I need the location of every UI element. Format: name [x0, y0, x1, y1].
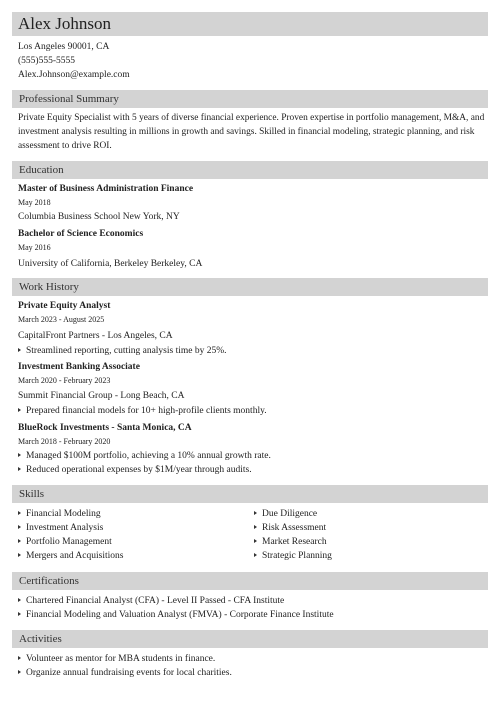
- degree-date: May 2018: [18, 198, 51, 207]
- section-header-certifications: [12, 572, 488, 590]
- job-dates: March 2018 - February 2020: [18, 437, 111, 446]
- job-bullet: Prepared financial models for 10+ high-profile clients monthly.: [18, 404, 267, 418]
- bullet-icon: [254, 525, 257, 529]
- bullet-icon: [18, 612, 21, 616]
- certification-item: Financial Modeling and Valuation Analyst (FMVA) - Corporate Finance Institute: [18, 608, 334, 622]
- job-title: Investment Banking Associate: [18, 362, 140, 372]
- job-bullet: Reduced operational expenses by $1M/year through audits.: [18, 463, 252, 477]
- skill-item: Mergers and Acquisitions: [18, 549, 123, 563]
- job-title: Private Equity Analyst: [18, 301, 111, 311]
- bullet-icon: [18, 511, 21, 515]
- skill-item: Risk Assessment: [254, 521, 326, 535]
- bullet-icon: [18, 553, 21, 557]
- skill-item: Financial Modeling: [18, 507, 101, 521]
- section-title: Professional Summary: [19, 93, 119, 105]
- skill-item: Due Diligence: [254, 507, 317, 521]
- section-header-activities: [12, 630, 488, 648]
- section-header-summary: [12, 90, 488, 108]
- degree-title: Bachelor of Science Economics: [18, 229, 144, 239]
- degree-title: Master of Business Administration Finance: [18, 184, 194, 194]
- phone: (555)555-5555: [18, 56, 75, 66]
- job-bullet: Streamlined reporting, cutting analysis time by 25%.: [18, 344, 227, 358]
- job-company: CapitalFront Partners - Los Angeles, CA: [18, 331, 173, 341]
- section-title: Education: [19, 164, 64, 176]
- skill-item: Portfolio Management: [18, 535, 112, 549]
- job-bullet: Managed $100M portfolio, achieving a 10% annual growth rate.: [18, 449, 271, 463]
- bullet-icon: [18, 539, 21, 543]
- degree-date: May 2016: [18, 243, 51, 252]
- section-header-work: [12, 278, 488, 296]
- activity-item: Volunteer as mentor for MBA students in finance.: [18, 652, 215, 666]
- school-name: University of California, Berkeley Berkeley, CA: [18, 259, 203, 269]
- section-title: Certifications: [19, 575, 79, 587]
- school-name: Columbia Business School New York, NY: [18, 212, 180, 222]
- bullet-icon: [18, 408, 21, 412]
- candidate-name: Alex Johnson: [18, 14, 112, 33]
- skill-item: Investment Analysis: [18, 521, 103, 535]
- bullet-icon: [18, 598, 21, 602]
- bullet-icon: [254, 539, 257, 543]
- bullet-icon: [18, 467, 21, 471]
- address: Los Angeles 90001, CA: [18, 42, 110, 52]
- summary-text: Private Equity Specialist with 5 years of diverse financial experience. Proven expertise in portfolio management, M&A, and investment analysis resulting in millions in growth and savings. Skilled in financial modeling, strategic planning, and risk assessment to drive ROI.: [18, 113, 485, 151]
- bullet-icon: [18, 656, 21, 660]
- job-title: BlueRock Investments - Santa Monica, CA: [18, 423, 192, 433]
- section-title: Activities: [19, 633, 62, 645]
- section-header-education: [12, 161, 488, 179]
- bullet-icon: [18, 670, 21, 674]
- job-dates: March 2023 - August 2025: [18, 315, 105, 324]
- skill-item: Strategic Planning: [254, 549, 332, 563]
- bullet-icon: [18, 525, 21, 529]
- bullet-icon: [18, 453, 21, 457]
- bullet-icon: [254, 553, 257, 557]
- bullet-icon: [18, 348, 21, 352]
- activity-item: Organize annual fundraising events for local charities.: [18, 666, 232, 680]
- section-title: Skills: [19, 488, 45, 500]
- section-title: Work History: [19, 281, 79, 293]
- job-dates: March 2020 - February 2023: [18, 376, 111, 385]
- section-header-skills: [12, 485, 488, 503]
- skill-item: Market Research: [254, 535, 327, 549]
- email: Alex.Johnson@example.com: [18, 70, 130, 80]
- name-header: [12, 12, 488, 36]
- certification-item: Chartered Financial Analyst (CFA) - Level II Passed - CFA Institute: [18, 594, 284, 608]
- job-company: Summit Financial Group - Long Beach, CA: [18, 391, 185, 401]
- bullet-icon: [254, 511, 257, 515]
